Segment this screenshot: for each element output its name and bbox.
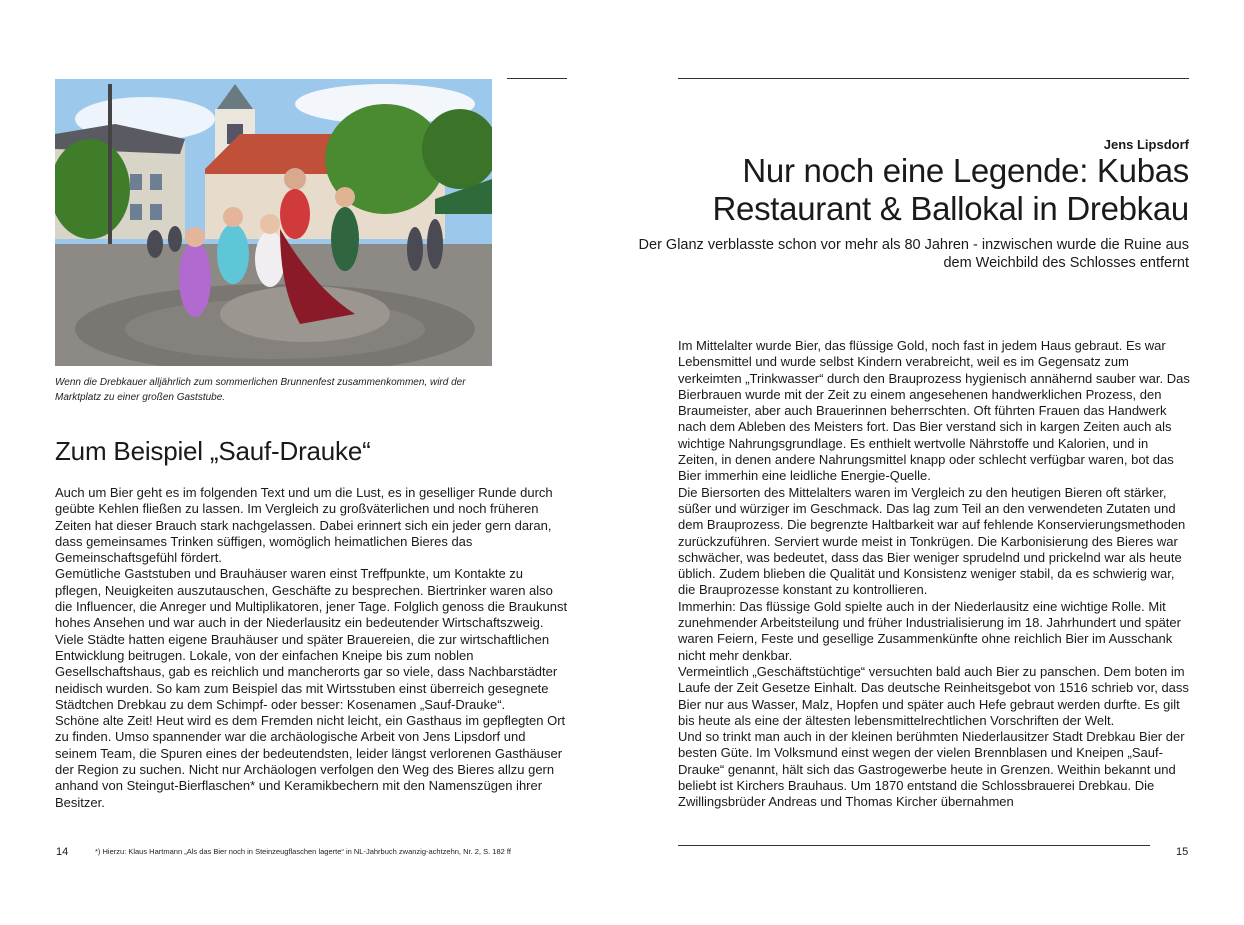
page-number-right: 15 [1176, 846, 1189, 858]
left-paragraph: Gemütliche Gaststuben und Brauhäuser waren einst Treffpunkte, um Kontakte zu pflegen, Neuigkeiten auszutauschen, Geschäfte zu besprechen. Biertrinker waren also die Influencer, die Anreger und Multiplikatoren, jener Tage. Folglich genoss die Braukunst hohes Ansehen und war auch in der Niederlausitz ein bedeutender Wirtschaftszweig. Viele Städte hatten eigene Brauhäuser und später Brauereien, die zur wirtschaftlichen Entwicklung beitrugen. Lokale, von der einfachen Kneipe bis zum noblen Gesellschaftshaus, gab es reichlich und mancherorts gar so viele, dass Nachbarstädter neidisch wurden. So kam zum Beispiel das mit Wirtsstuben einst überreich gesegnete Städtchen Drebkau zu dem Schimpf- oder besser: Kosenamen „Sauf-Drauke“. [55, 566, 568, 712]
right-paragraph: Immerhin: Das flüssige Gold spielte auch in der Niederlausitz eine wichtige Rolle. Mit zunehmender Arbeitsteilung und früher Industrialisierung im 18. Jahrhundert und später waren Feiern, Feste und gesellige Zusammenkünfte ohne reichlich Bier im Ausschank nicht mehr denkbar. [678, 598, 1181, 663]
right-paragraph: Und so trinkt man auch in der kleinen berühmten Niederlausitzer Stadt Drebkau Bier der besten Güte. Im Volksmund einst wegen der vielen Brennblasen und Kneipen „Sauf-Drauke“ genannt, hält sich das Gastrogewerbe heute in Grenzen. Weithin bekannt und beliebt ist Kirchers Brauhaus. Um 1870 entstand die Schlossbrauerei Drebkau. Die Zwillingsbrüder Andreas und Thomas Kircher übernahmen [678, 729, 1185, 810]
left-body-text [55, 485, 568, 811]
photo-illustration [55, 79, 492, 366]
page-number-left: 14 [56, 846, 69, 858]
footnote: *) Hierzu: Klaus Hartmann „Als das Bier noch in Steinzeugflaschen lagerte“ in NL-Jahrbuch zwanzig-achtzehn, Nr. 2, S. 182 ff [95, 847, 511, 856]
top-rule-left [507, 78, 567, 79]
article-subtitle: Der Glanz verblasste schon vor mehr als 80 Jahren - inzwischen wurde die Ruine aus dem Weichbild des Schlosses entfernt [638, 237, 1189, 271]
bottom-rule-right [678, 845, 1150, 846]
section-title: Zum Beispiel „Sauf-Drauke“ [55, 436, 371, 466]
market-square-photo [55, 79, 492, 366]
left-paragraph: Schöne alte Zeit! Heut wird es dem Fremden nicht leicht, ein Gasthaus im gepflegten Ort zu finden. Umso spannender war die archäologische Arbeit von Jens Lipsdorf und seinem Team, die Spuren eines der bedeutendsten, leider längst verlorenen Gasthäuser der Region zu suchen. Nicht nur Archäologen verfolgen den Weg des Bieres allzu gern anhand von Steingut-Bierflaschen* und Keramikbechern mit den Namenszügen ihrer Besitzer. [55, 713, 566, 810]
left-paragraph: Auch um Bier geht es im folgenden Text und um die Lust, es in geselliger Runde durch geübte Kehlen fließen zu lassen. Im Vergleich zu großväterlichen und noch früheren Zeiten hat dieser Brauch stark nachgelassen. Dabei erinnert sich ein jeder gern daran, dass gemeinsames Trinken süffigen, womöglich heimatlichen Bieres das Gemeinschaftsgefühl fördert. [55, 485, 553, 566]
photo-caption: Wenn die Drebkauer alljährlich zum sommerlichen Brunnenfest zusammenkommen, wird der Marktplatz zu einer großen Gaststube. [55, 377, 466, 403]
article-title: Nur noch eine Legende: Kubas Restaurant & Ballokal in Drebkau [712, 152, 1189, 227]
author-name: Jens Lipsdorf [1103, 137, 1189, 152]
right-body-text [678, 338, 1191, 811]
right-paragraph: Die Biersorten des Mittelalters waren im Vergleich zu den heutigen Bieren oft stärker, süßer und würziger im Geschmack. Das lag zum Teil an den verwendeten Zutaten und dem Brauprozess. Die begrenzte Haltbarkeit war auf fehlende Konservierungsmethoden zurückzuführen. Serviert wurde meist in Tonkrügen. Die Karbonisierung des Bieres war schwächer, was bedeutet, dass das Bier weniger sprudelnd und prickelnd war als heute üblich. Zudem blieben die Qualität und Konsistenz weniger stabil, da es schwierig war, die Brauprozesse konstant zu kontrollieren. [678, 484, 1186, 598]
top-rule-right [678, 78, 1189, 79]
right-paragraph: Vermeintlich „Geschäftstüchtige“ versuchten bald auch Bier zu panschen. Dem boten im Laufe der Zeit Gesetze Einhalt. Das deutsche Reinheitsgebot von 1516 schrieb vor, dass Bier nur aus Wasser, Malz, Hopfen und später auch Hefe gebraut werden durfte. Es gilt bis heute als eine der ältesten lebensmittelrechtlichen Vorschriften der Welt. [678, 663, 1189, 728]
right-paragraph: Im Mittelalter wurde Bier, das flüssige Gold, noch fast in jedem Haus gebraut. Es war Lebensmittel und wurde selbst Kindern verabreicht, weil es im Gegensatz zum verkeimten „Trinkwasser“ durch den Brauprozess hygienisch annähernd sauber war. Das Bierbrauen wurde mit der Zeit zu einem angesehenen handwerklichen Prozess, den Braumeister, aber auch Brauerinnen beherrschten. Oft führten Frauen das Handwerk nach dem Ableben des Meisters fort. Das Bier verstand sich in kargen Zeiten auch als wichtige Nahrungsgrundlage. Es enthielt wertvolle Nährstoffe und Kalorien, und in Zeiten, in denen andere Nahrungsmittel knapp oder schlecht verfügbar waren, bot das Bier immerhin eine leidliche Energie-Quelle. [678, 338, 1190, 484]
